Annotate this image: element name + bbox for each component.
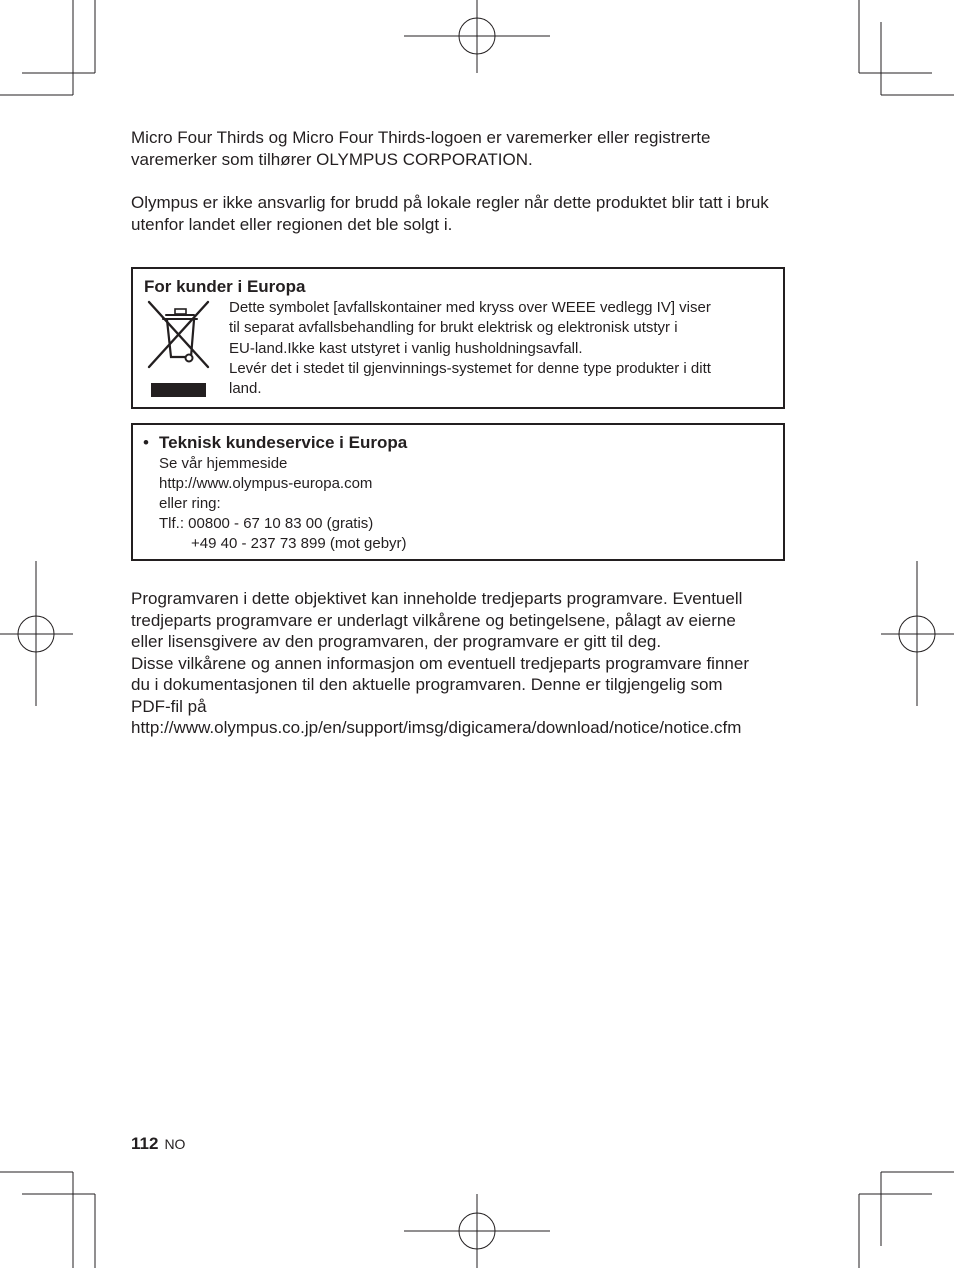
crossed-out-wheelie-bin-icon [145,299,211,399]
weee-line: EU-land.Ikke kast utstyret i vanlig husholdningsavfall. [229,339,583,357]
liability-paragraph: Olympus er ikke ansvarlig for brudd på lokale regler når dette produktet blir tatt i bruk utenfor landet eller regionen det ble solgt i. [131,193,769,234]
service-line: Se vår hjemmeside [159,455,288,472]
software-line: Programvaren i dette objektivet kan inneholde tredjeparts programvare. Eventuell [131,589,743,608]
weee-line: land. [229,380,262,398]
service-website-link[interactable]: http://www.olympus-europa.com [159,475,373,492]
software-line: du i dokumentasjonen til den aktuelle programvaren. Denne er tilgjengelig som [131,675,723,694]
software-line: PDF-fil på [131,696,207,716]
weee-line: til separat avfallsbehandling for brukt elektrisk og elektronisk utstyr i [229,319,678,337]
trademark-paragraph: Micro Four Thirds og Micro Four Thirds-logoen er varemerker eller registrerte varemerker som tilhører OLYMPUS CORPORATION. [131,128,711,169]
bullet-marker: • [143,433,149,452]
europe-box-title: For kunder i Europa [144,277,306,296]
page-number: 112 [131,1134,159,1153]
page-footer [131,1134,185,1154]
software-line: eller lisensgivere av den programvaren, der programvare er gitt til deg. [131,632,662,651]
service-box [131,423,785,561]
software-line: Disse vilkårene og annen informasjon om eventuell tredjeparts programvare finner [131,653,749,673]
language-code: NO [164,1136,186,1152]
software-line: tredjeparts programvare er underlagt vilkårene og betingelsene, pålagt av eierne [131,610,736,630]
service-phone-paid: +49 40 - 237 73 899 (mot gebyr) [191,535,407,552]
service-phone-free: Tlf.: 00800 - 67 10 83 00 (gratis) [159,515,374,532]
service-line: eller ring: [159,495,221,512]
weee-description [229,298,774,399]
weee-line: Dette symbolet [avfallskontainer med kryss over WEEE vedlegg IV] viser [229,299,711,316]
weee-line: Levér det i stedet til gjenvinnings-systemet for denne type produkter i ditt [229,359,711,377]
europe-weee-box [131,267,785,409]
software-paragraph [131,588,811,739]
service-details [159,454,407,554]
service-box-title: Teknisk kundeservice i Europa [159,433,408,452]
notice-url-link[interactable]: http://www.olympus.co.jp/en/support/imsg/digicamera/download/notice/notice.cfm [131,718,742,737]
